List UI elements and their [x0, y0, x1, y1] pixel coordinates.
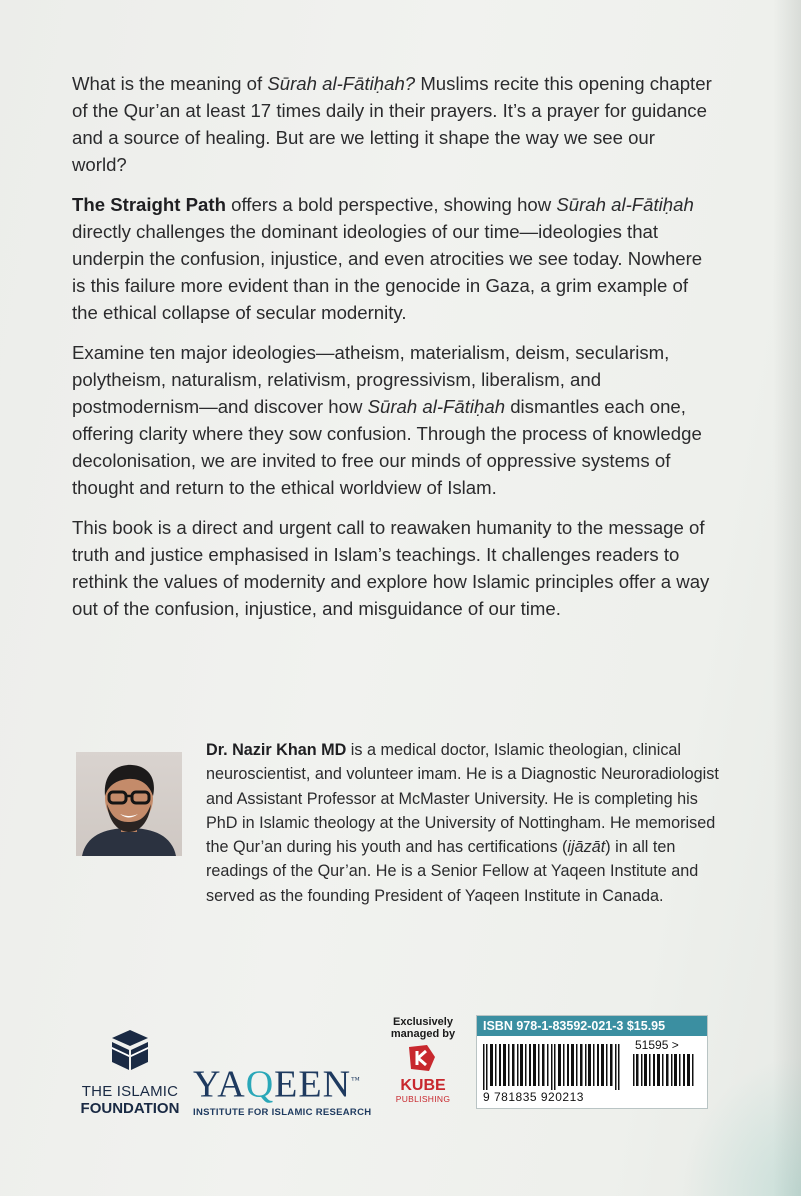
- author-bio-text-b: ) in all ten readings of the Qur’an. He is a Senior Fellow at Yaqeen Institute and served as the founding President of Yaqeen Institute in Canada.: [206, 838, 699, 905]
- author-portrait-illustration: [76, 752, 182, 856]
- author-photo: [76, 752, 182, 856]
- blurb-p2-text: directly challenges the dominant ideologies of our time—ideologies that underpin the confusion, injustice, and even atrocities we see today. Nowhere is this failure more evident than in the genocide in Gaza, a grim example of the ethical collapse of secular modernity.: [72, 221, 703, 323]
- kube-publishing-logo: [388, 1016, 458, 1104]
- author-name: Dr. Nazir Khan MD: [206, 741, 347, 759]
- blurb-paragraph-3: [72, 339, 712, 501]
- islamic-foundation-line2: FOUNDATION: [80, 1100, 180, 1117]
- blurb-p3-text-a: Examine ten major ideologies—atheism, materialism, deism, secularism, polytheism, naturalism, relativism, progressivism, liberalism, and postmodernism—and discover how: [72, 342, 670, 417]
- blurb-paragraph-1: [72, 70, 712, 178]
- yaqeen-wordmark-a: YA: [193, 1063, 246, 1106]
- yaqeen-wordmark: [193, 1060, 379, 1105]
- yaqeen-logo: [193, 1060, 379, 1118]
- author-bio-term: ijāzāt: [567, 838, 606, 857]
- back-cover-blurb: [72, 70, 712, 635]
- kube-publishing-text: PUBLISHING: [395, 1094, 451, 1104]
- blurb-p1-text: Muslims recite this opening chapter of the Qur’an at least 17 times daily in their prayers. It’s a prayer for guidance and a source of healing. But are we letting it shape the way we see our world?: [72, 73, 712, 175]
- blurb-p1-question: What is the meaning of: [72, 73, 268, 94]
- yaqeen-trademark: ™: [351, 1075, 361, 1085]
- yaqeen-wordmark-q: Q: [245, 1063, 275, 1106]
- yaqeen-tagline: INSTITUTE FOR ISLAMIC RESEARCH: [193, 1106, 372, 1118]
- author-bio: [206, 738, 726, 908]
- islamic-foundation-line1: THE ISLAMIC: [81, 1083, 179, 1100]
- cover-edge-shadow: [773, 0, 801, 1196]
- blurb-paragraph-2: [72, 191, 712, 326]
- islamic-foundation-logo: [76, 1028, 184, 1117]
- kube-managed-by-text: managed by: [390, 1028, 456, 1040]
- isbn-price-band: ISBN 978-1-83592-021-3 $15.95: [477, 1016, 707, 1036]
- price-addon-barcode: [633, 1054, 697, 1086]
- isbn-barcode: [483, 1044, 623, 1090]
- kube-name: KUBE: [400, 1077, 446, 1094]
- book-title-inline: The Straight Path: [72, 194, 226, 215]
- blurb-p2-text-a: offers a bold perspective, showing how: [225, 194, 557, 215]
- kube-exclusively-text: Exclusively: [393, 1016, 453, 1028]
- isbn-barcode-block: [476, 1015, 708, 1109]
- yaqeen-wordmark-b: EEN: [274, 1063, 352, 1106]
- blurb-p1-surah-title: Sūrah al-Fātiḥah?: [267, 73, 416, 94]
- price-addon-code: 51595 >: [635, 1038, 679, 1052]
- author-bio-text-a: is a medical doctor, Islamic theologian, clinical neuroscientist, and volunteer imam. He is a Diagnostic Neuroradiologist and Assistant Professor at McMaster University. He is completing his PhD in Islamic theology at the University of Nottingham. He memorised the Qur’an during his youth and has certifications (: [206, 741, 719, 857]
- blurb-p2-surah-title: Sūrah al-Fātiḥah: [556, 194, 694, 215]
- blurb-p3-surah-title: Sūrah al-Fātiḥah: [367, 396, 506, 417]
- blurb-paragraph-4: This book is a direct and urgent call to reawaken humanity to the message of truth and justice emphasised in Islam’s teachings. It challenges readers to rethink the values of modernity and explore how Islamic principles offer a way out of the confusion, injustice, and misguidance of our time.: [72, 517, 710, 619]
- blurb-p3-text: dismantles each one, offering clarity where they sow confusion. Through the process of knowledge decolonisation, we are invited to free our minds of oppressive systems of thought and return to the ethical worldview of Islam.: [72, 396, 702, 498]
- isbn-digits: 9 781835 920213: [483, 1090, 584, 1104]
- kube-mark-icon: [405, 1043, 441, 1073]
- kaaba-icon: [110, 1028, 150, 1072]
